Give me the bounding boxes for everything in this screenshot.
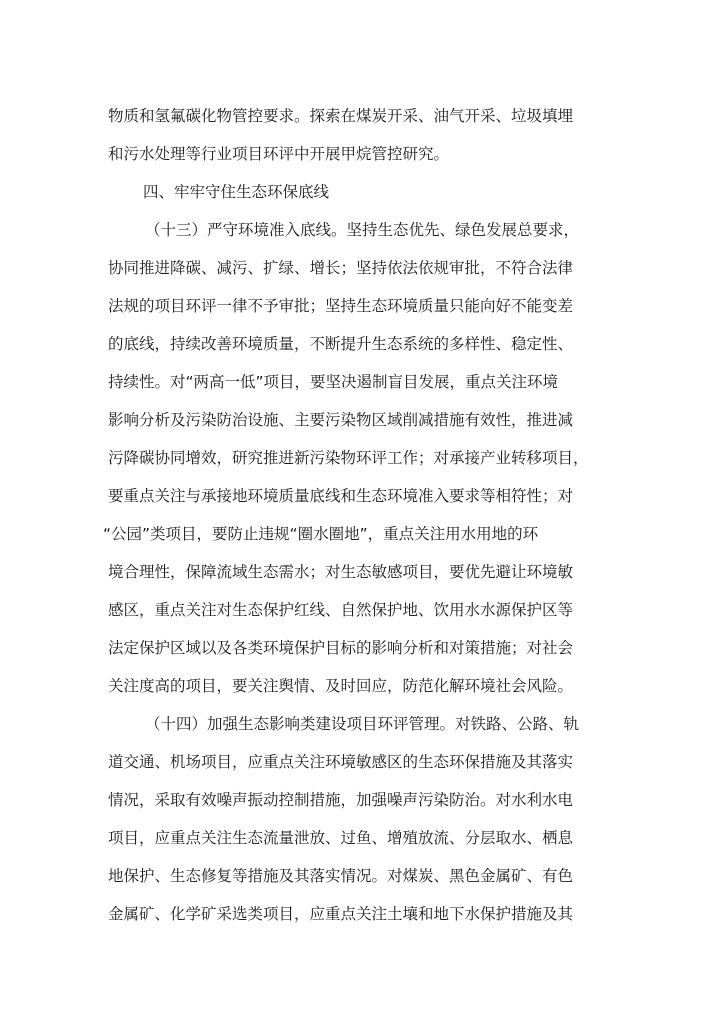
paragraph-first-line: （十四）加强生态影响类建设项目环评管理。对铁路、公路、轨: [145, 715, 580, 733]
text-line: 持续性。对“两高一低”项目，要坚决遏制盲目发展，重点关注环境: [108, 373, 559, 391]
text-line: 协同推进降碳、减污、扩绿、增长；坚持依法依规审批，不符合法律: [108, 259, 574, 277]
text-line: 境合理性，保障流域生态需水；对生态敏感项目，要优先避让环境敏: [108, 563, 574, 581]
text-line: 和污水处理等行业项目环评中开展甲烷管控研究。: [108, 145, 450, 163]
text-line: 的底线，持续改善环境质量，不断提升生态系统的多样性、稳定性、: [108, 335, 574, 353]
text-line: 法规的项目环评一律不予审批；坚持生态环境质量只能向好不能变差: [108, 297, 574, 315]
text-line: 法定保护区域以及各类环境保护目标的影响分析和对策措施；对社会: [108, 639, 574, 657]
text-line: 地保护、生态修复等措施及其落实情况。对煤炭、黑色金属矿、有色: [108, 867, 574, 885]
text-line: 道交通、机场项目，应重点关注环境敏感区的生态环保措施及其落实: [108, 753, 574, 771]
section-heading: 四、牢牢守住生态环保底线: [143, 183, 330, 201]
text-line: 金属矿、化学矿采选类项目，应重点关注土壤和地下水保护措施及其: [108, 905, 574, 923]
text-line: 感区，重点关注对生态保护红线、自然保护地、饮用水水源保护区等: [108, 601, 574, 619]
text-line: 要重点关注与承接地环境质量底线和生态环境准入要求等相符性；对: [108, 487, 574, 505]
paragraph-first-line: （十三）严守环境准入底线。坚持生态优先、绿色发展总要求，: [145, 221, 580, 239]
text-line: 污降碳协同增效，研究推进新污染物环评工作；对承接产业转移项目，: [108, 449, 589, 467]
text-line: 情况，采取有效噪声振动控制措施，加强噪声污染防治。对水利水电: [108, 791, 574, 809]
text-line: 关注度高的项目，要关注舆情、及时回应，防范化解环境社会风险。: [108, 677, 574, 695]
text-line: “公园”类项目，要防止违规“圈水圈地”，重点关注用水用地的环: [103, 525, 539, 543]
text-line: 物质和氢氟碳化物管控要求。探索在煤炭开采、油气开采、垃圾填埋: [108, 107, 574, 125]
text-line: 项目，应重点关注生态流量泄放、过鱼、增殖放流、分层取水、栖息: [108, 829, 574, 847]
text-line: 影响分析及污染防治设施、主要污染物区域削减措施有效性，推进减: [108, 411, 574, 429]
